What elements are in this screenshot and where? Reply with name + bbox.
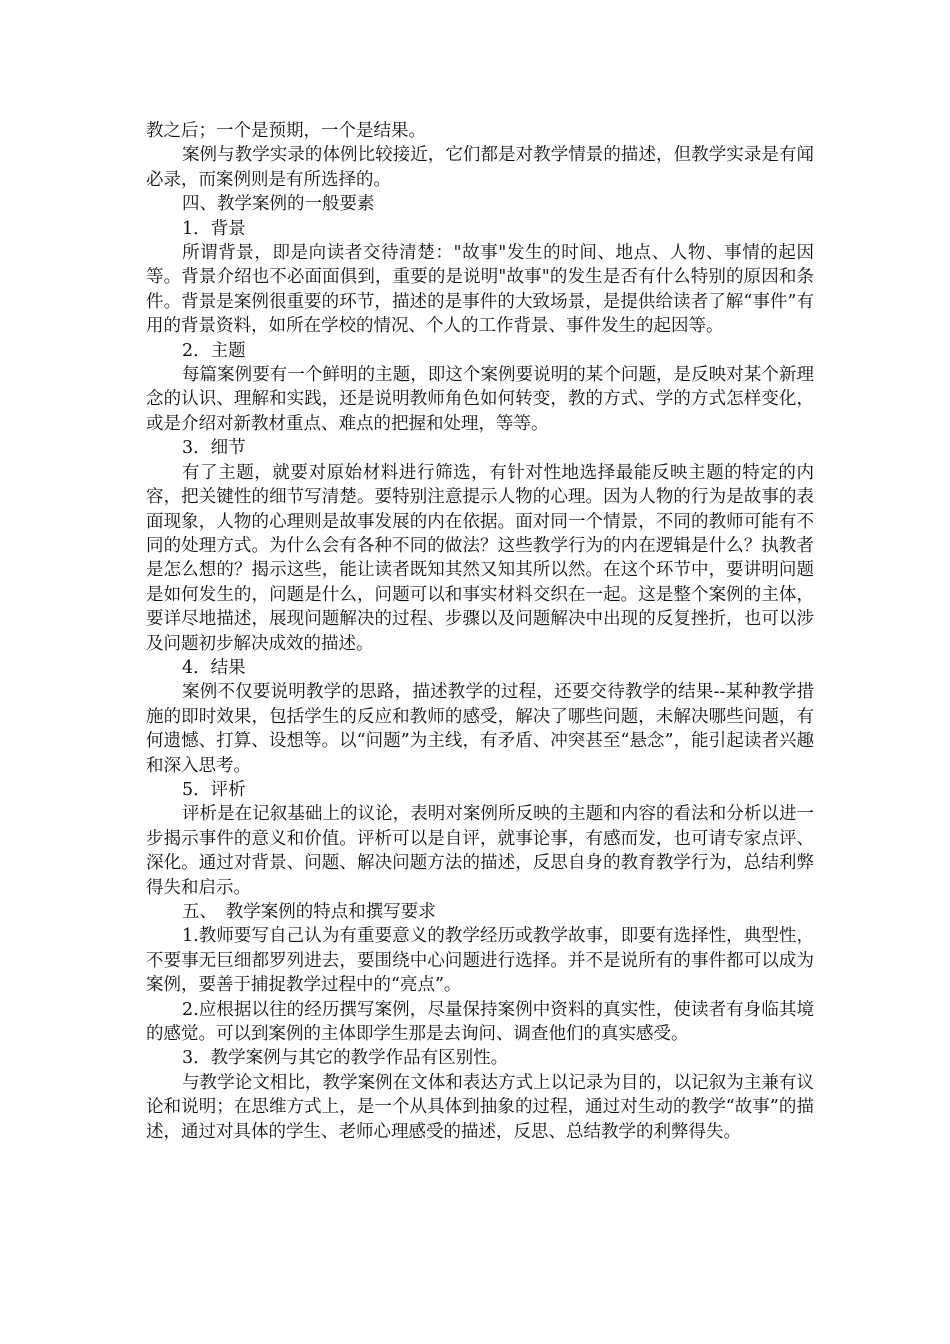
- section-heading-5: 五、 教学案例的特点和撰写要求: [182, 902, 436, 922]
- subheading-analysis: 5．评析: [182, 779, 246, 800]
- paragraph-background: 所谓背景，即是向读者交待清楚："故事"发生的时间、地点、人物、事情的起因等。背景介绍也不必面面俱到，重要的是说明"故事"的发生是否有什么特别的原因和条件。背景是案例很重要的环节，描述的是事件的大致场景，是提供给读者了解“事件”有用的背景资料，如所在学校的情况、个人的工作背景、事件发生的起因等。: [146, 243, 814, 337]
- section-heading-4: 四、教学案例的一般要素: [182, 194, 375, 215]
- subheading-background: 1．背景: [182, 218, 246, 239]
- paragraph-requirement-1: 1.教师要写自己认为有重要意义的教学经历或教学故事，即要有选择性，典型性，不要事无巨细都罗列进去，要围绕中心问题进行选择。并不是说所有的事件都可以成为案例，要善于捕捉教学过程中的“亮点”。: [146, 926, 814, 996]
- subheading-theme: 2．主题: [182, 340, 246, 361]
- paragraph-analysis: 评析是在记叙基础上的议论，表明对案例所反映的主题和内容的看法和分析以进一步揭示事件的意义和价值。评析可以是自评，就事论事，有感而发，也可请专家点评、深化。通过对背景、问题、解决问题方法的描述，反思自身的教育教学行为，总结利弊得失和启示。: [146, 804, 814, 898]
- paragraph-result: 案例不仅要说明教学的思路，描述教学的过程，还要交待教学的结果--某种教学措施的即时效果，包括学生的反应和教师的感受，解决了哪些问题，未解决哪些问题，有何遗憾、打算、设想等。以“问题”为主线，有矛盾、冲突甚至“悬念”，能引起读者兴趣和深入思考。: [146, 682, 814, 776]
- paragraph-theme: 每篇案例要有一个鲜明的主题，即这个案例要说明的某个问题，是反映对某个新理念的认识、理解和实践，还是说明教师角色如何转变，教的方式、学的方式怎样变化，或是介绍对新教材重点、难点的把握和处理，等等。: [146, 365, 814, 434]
- paragraph-continuation: 教之后；一个是预期，一个是结果。: [146, 121, 426, 141]
- paragraph-requirement-2: 2.应根据以往的经历撰写案例，尽量保持案例中资料的真实性，使读者有身临其境的感觉。可以到案例的主体即学生那是去询问、调查他们的真实感受。: [146, 999, 814, 1045]
- paragraph-requirement-3-heading: 3．教学案例与其它的教学作品有区别性。: [182, 1048, 509, 1069]
- paragraph-details: 有了主题，就要对原始材料进行筛选，有针对性地选择最能反映主题的特定的内容，把关键性的细节写清楚。要特别注意提示人物的心理。因为人物的行为是故事的表面现象，人物的心理则是故事发展的内在依据。面对同一个情景，不同的教师可能有不同的处理方式。为什么会有各种不同的做法？这些教学行为的内在逻辑是什么？执教者是怎么想的？揭示这些，能让读者既知其然又知其所以然。在这个环节中，要讲明问题是如何发生的，问题是什么，问题可以和事实材料交织在一起。这是整个案例的主体，要详尽地描述，展现问题解决的过程、步骤以及问题解决中出现的反复挫折，也可以涉及问题初步解决成效的描述。: [146, 462, 814, 654]
- document-page: [146, 119, 814, 1144]
- subheading-details: 3．细节: [182, 438, 246, 459]
- subheading-result: 4．结果: [182, 657, 246, 678]
- paragraph-case-vs-record: 案例与教学实录的体例比较接近，它们都是对教学情景的描述，但教学实录是有闻必录，而案例则是有所选择的。: [146, 145, 814, 190]
- paragraph-requirement-3: 与教学论文相比，教学案例在文体和表达方式上以记录为目的，以记叙为主兼有议论和说明；在思维方式上，是一个从具体到抽象的过程，通过对生动的教学“故事”的描述，通过对具体的学生、老师心理感受的描述，反思、总结教学的利弊得失。: [146, 1072, 814, 1142]
